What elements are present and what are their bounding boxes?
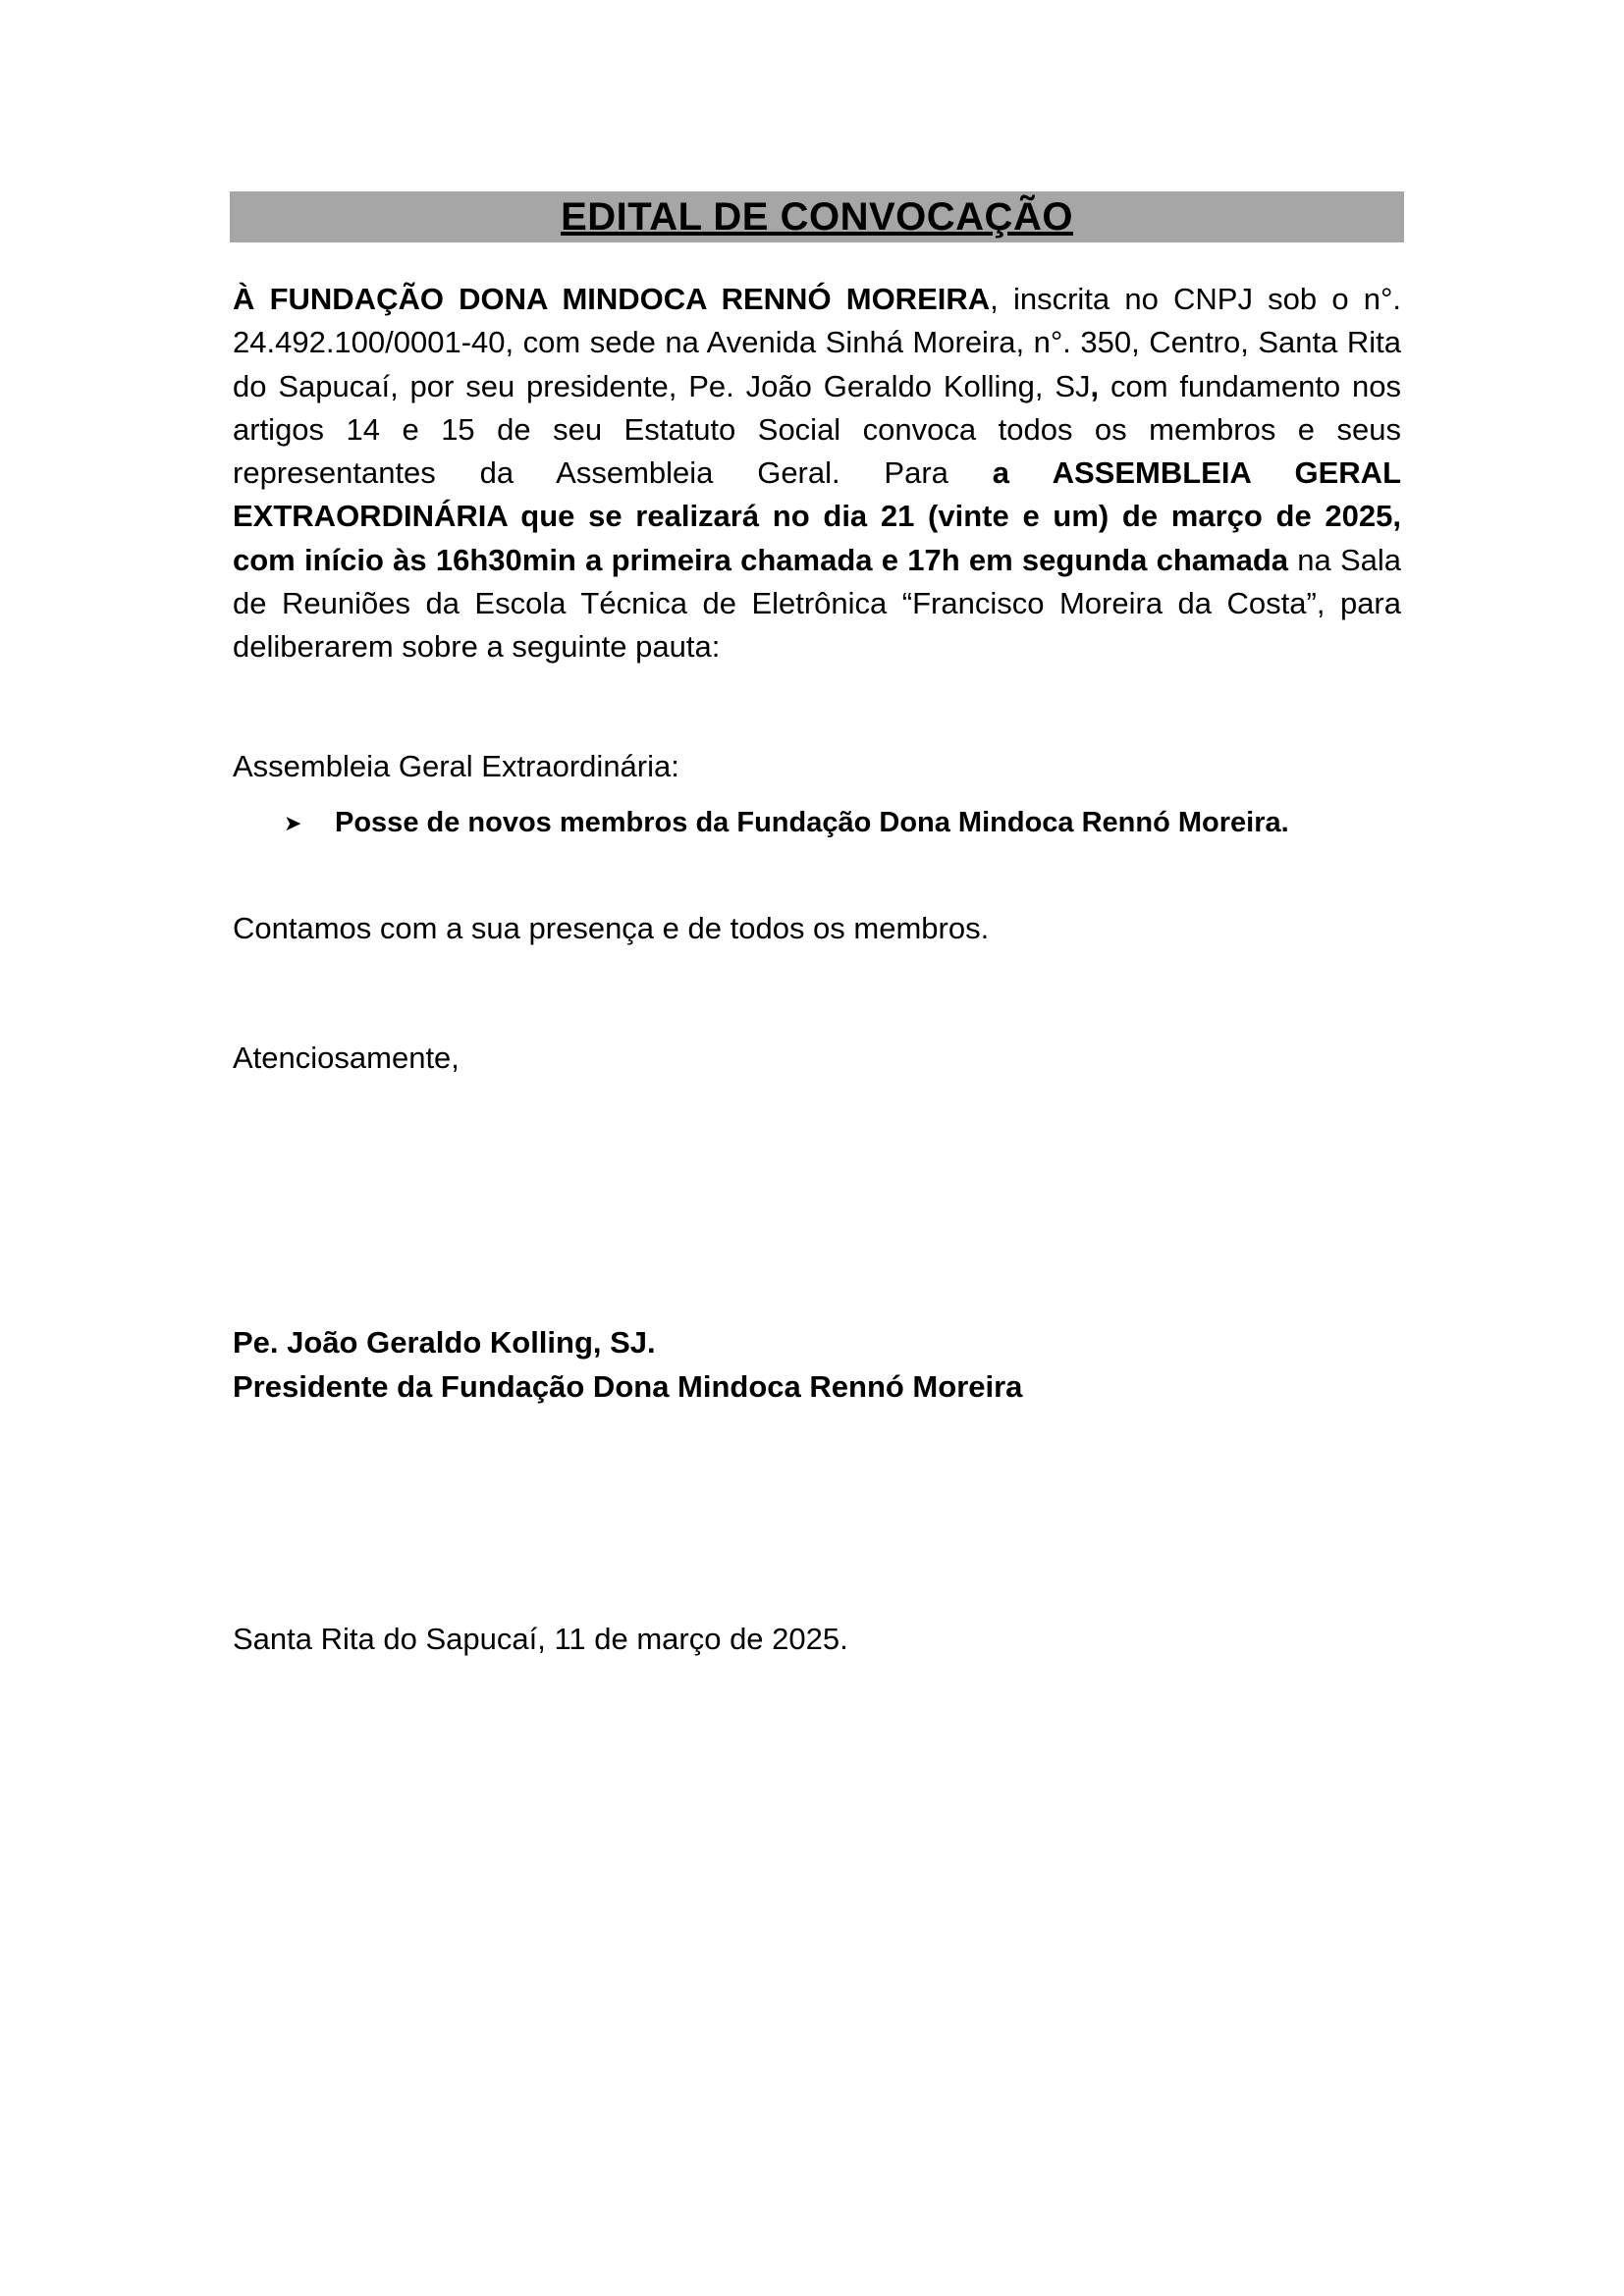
- agenda-item: [284, 807, 1289, 839]
- regards-text: Atenciosamente,: [233, 1041, 460, 1075]
- agenda-item-text: Posse de novos membros da Fundação Dona Mindoca Rennó Moreira.: [335, 807, 1289, 838]
- paragraph-text-3: na Sala de Reuniões da Escola Técnica de Eletrônica “Francisco Moreira da Costa”, para deliberarem sobre a seguinte pauta:: [233, 542, 1401, 665]
- agenda-heading: Assembleia Geral Extraordinária:: [233, 749, 679, 783]
- place-date: Santa Rita do Sapucaí, 11 de março de 2025.: [233, 1622, 848, 1656]
- arrow-bullet-icon: ➤: [284, 810, 302, 835]
- signature-title: Presidente da Fundação Dona Mindoca Rennó Moreira: [233, 1369, 1023, 1404]
- meeting-details: a ASSEMBLEIA GERAL EXTRAORDINÁRIA que se realizará no dia 21 (vinte e um) de março de 2025, com início às 16h30min a primeira chamada e 17h em segunda chamada: [233, 455, 1401, 577]
- organization-name: À FUNDAÇÃO DONA MINDOCA RENNÓ MOREIRA: [233, 282, 991, 316]
- closing-text: Contamos com a sua presença e de todos os membros.: [233, 911, 990, 945]
- convocation-paragraph: [233, 278, 1401, 669]
- title-bar: [230, 191, 1404, 242]
- paragraph-comma: ,: [1090, 368, 1100, 403]
- signature-name: Pe. João Geraldo Kolling, SJ.: [233, 1325, 656, 1360]
- paragraph-text-2: com fundamento nos artigos 14 e 15 de seu Estatuto Social convoca todos os membros e seus representantes da Assembleia Geral. Para: [233, 368, 1401, 491]
- paragraph-text-1: , inscrita no CNPJ sob o n°. 24.492.100/0001-40, com sede na Avenida Sinhá Moreira, n°. 350, Centro, Santa Rita do Sapucaí, por seu presidente, Pe. João Geraldo Kolling, SJ: [233, 282, 1402, 403]
- page-title: EDITAL DE CONVOCAÇÃO: [561, 195, 1073, 239]
